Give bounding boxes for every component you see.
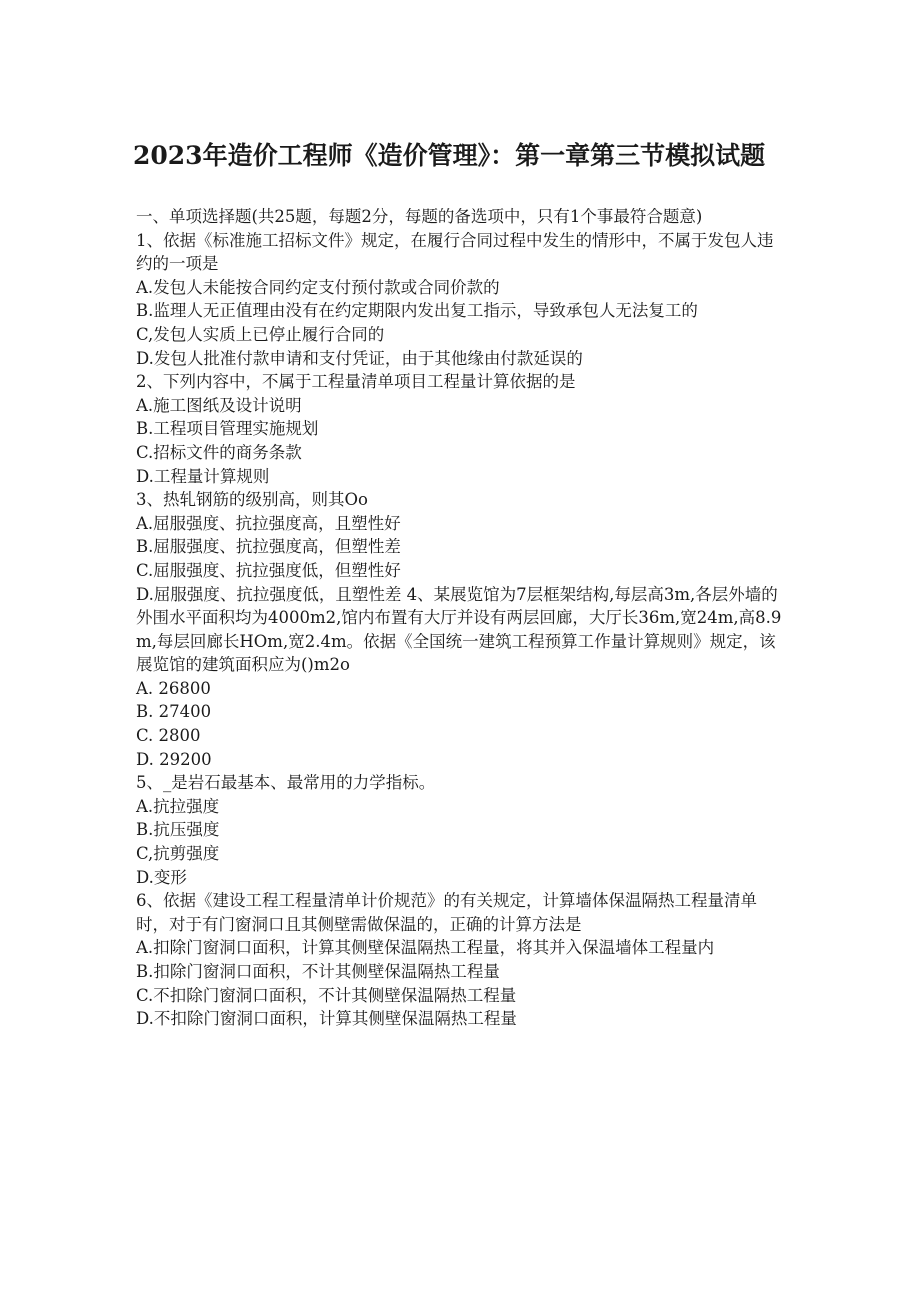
question-1-stem: 1、依据《标准施工招标文件》规定，在履行合同过程中发生的情形中，不属于发包人违约的一项是	[136, 230, 774, 274]
question-2-option-d: D.工程量计算规则	[136, 466, 270, 486]
question-5-option-a: A.抗拉强度	[136, 796, 220, 816]
question-1-option-d: D.发包人批准付款申请和支付凭证，由于其他缘由付款延误的	[136, 348, 583, 368]
question-2-option-c: C.招标文件的商务条款	[136, 442, 302, 462]
question-5-option-d: D.变形	[136, 867, 187, 887]
question-1-option-c: C,发包人实质上已停止履行合同的	[136, 324, 385, 344]
question-4-option-c: C. 2800	[136, 726, 201, 746]
document-title: 2023年造价工程师《造价管理》：第一章第三节模拟试题	[133, 141, 766, 170]
question-5-option-b: B.抗压强度	[136, 820, 220, 840]
question-2-option-a: A.施工图纸及设计说明	[136, 395, 302, 415]
question-4-option-d: D. 29200	[136, 749, 212, 769]
question-6-option-c: C.不扣除门窗洞口面积，不计其侧壁保温隔热工程量	[136, 985, 517, 1005]
question-2-stem: 2、下列内容中，不属于工程量清单项目工程量计算依据的是	[136, 372, 576, 392]
question-5-stem: 5、_是岩石最基本、最常用的力学指标。	[136, 773, 436, 793]
question-3-stem: 3、热轧钢筋的级别高，则其Oo	[136, 490, 368, 510]
question-4-option-a: A. 26800	[136, 678, 211, 698]
question-5-option-c: C,抗剪强度	[136, 844, 220, 864]
question-6-option-a: A.扣除门窗洞口面积，计算其侧壁保温隔热工程量，将其并入保温墙体工程量内	[136, 938, 715, 958]
question-6-stem: 6、依据《建设工程工程量清单计价规范》的有关规定，计算墙体保温隔热工程量清单时，对于有门窗洞口且其侧壁需做保温的，正确的计算方法是	[136, 891, 757, 934]
question-4-option-b: B. 27400	[136, 702, 212, 722]
question-2-option-b: B.工程项目管理实施规划	[136, 419, 319, 439]
question-6-option-d: D.不扣除门窗洞口面积，计算其侧壁保温隔热工程量	[136, 1009, 517, 1029]
question-3-option-c: C.屈服强度、抗拉强度低，但塑性好	[136, 560, 401, 580]
document-body	[136, 205, 786, 1031]
question-6-option-b: B.扣除门窗洞口面积，不计其侧壁保温隔热工程量	[136, 962, 500, 981]
section-heading: 一、单项选择题(共25题，每题2分，每题的备选项中，只有1个事最符合题意)	[136, 207, 703, 226]
question-1-option-a: A.发包人未能按合同约定支付预付款或合同价款的	[136, 277, 500, 297]
question-3-option-a: A.屈服强度、抗拉强度高，且塑性好	[136, 513, 401, 533]
question-3-option-d-and-question-4-stem: D.屈服强度、抗拉强度低，且塑性差 4、某展览馆为7层框架结构,每层高3m,各层外墙的外围水平面积均为4000m2,馆内布置有大厅并设有两层回廊，大厅长36m,宽24m,高8.9m,每层回廊长HOm,宽2.4m。依据《全国统一建筑工程预算工作量计算规则》规定，该展览馆的建筑面积应为()m2o	[136, 584, 782, 675]
question-1-option-b: B.监理人无正值理由没有在约定期限内发出复工指示，导致承包人无法复工的	[136, 301, 698, 321]
question-3-option-b: B.屈服强度、抗拉强度高，但塑性差	[136, 537, 401, 557]
